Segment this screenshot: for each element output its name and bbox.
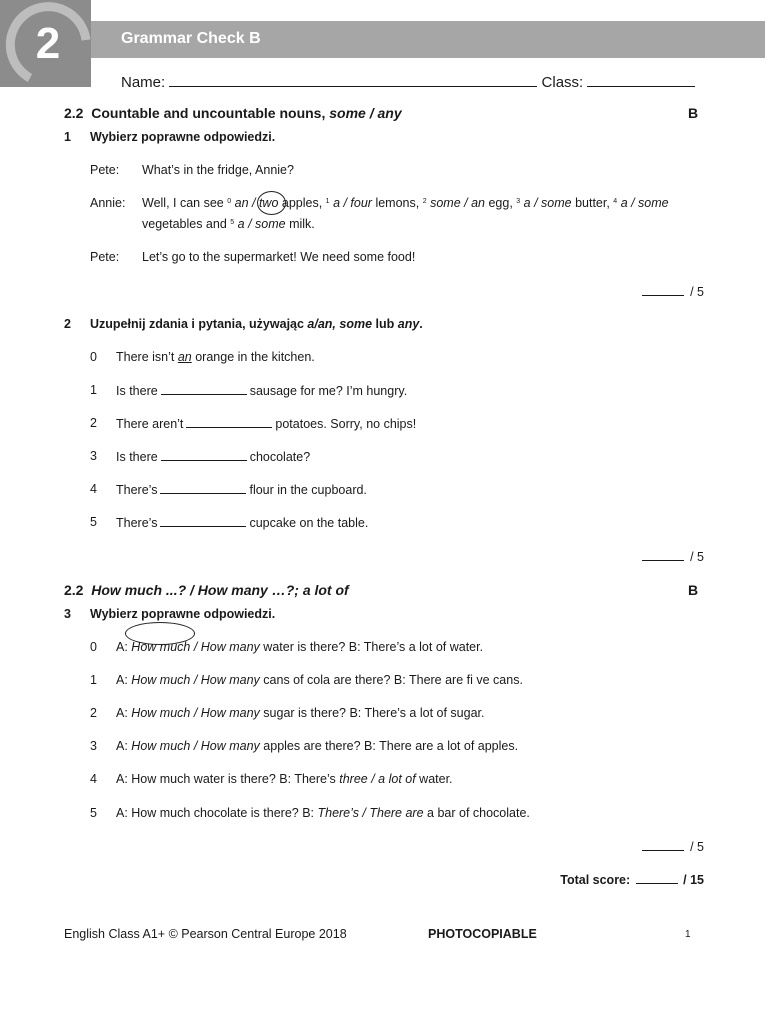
exercise-score: / 5	[600, 839, 704, 854]
item-number: 4	[90, 482, 97, 496]
choice-options[interactable]: How much / How many	[131, 673, 260, 687]
answer-blank[interactable]	[161, 383, 247, 395]
choice-options[interactable]: How much / How many	[131, 640, 260, 654]
gap-fill-item: There aren’t potatoes. Sorry, no chips!	[116, 417, 417, 431]
dialogue-line-continued: vegetables and $^5$ a / some milk.	[142, 217, 315, 231]
page-number: 1	[685, 929, 691, 940]
section-title-italic: some / any	[329, 105, 402, 121]
exercise-score: / 5	[600, 284, 704, 299]
gap-fill-item: Is there chocolate?	[116, 450, 311, 464]
dialogue-line: Well, I can see $^0$ an / two apples, $^1$ a / four lemons, $^2$ some / an egg, $^3$ a / some butter, $^4$ a / some	[142, 196, 669, 210]
item-number: 1	[90, 673, 97, 687]
exercise-number: 2	[64, 317, 71, 331]
gap-fill-item: There’s flour in the cupboard.	[116, 483, 367, 497]
score-field[interactable]	[642, 284, 684, 296]
choice-selected: two	[258, 196, 279, 210]
item-number: 5	[90, 806, 97, 820]
name-field[interactable]	[169, 73, 537, 87]
item-number: 4	[90, 772, 97, 786]
choice-item: A: How much / How many cans of cola are there? B: There are fi ve cans.	[116, 673, 523, 687]
section-heading-2	[64, 582, 349, 598]
item-number: 5	[90, 515, 97, 529]
dialogue-line: What’s in the fridge, Annie?	[142, 163, 294, 177]
choice-2[interactable]: some / an	[430, 196, 485, 210]
choice-item: A: How much water is there? B: There’s three / a lot of water.	[116, 772, 453, 786]
item-number: 2	[90, 706, 97, 720]
answer-blank[interactable]	[160, 515, 246, 527]
section-title-italic: How much ...? / How many …?; a lot of	[91, 582, 349, 598]
section-title: Countable and uncountable nouns,	[91, 105, 330, 121]
choice-5[interactable]: a / some	[237, 217, 286, 231]
answer-blank[interactable]	[160, 482, 246, 494]
title-banner	[91, 21, 765, 58]
answer-blank[interactable]	[161, 449, 247, 461]
choice-3[interactable]: a / some	[523, 196, 572, 210]
exercise-instruction: Uzupełnij zdania i pytania, używając a/an, some lub any.	[90, 317, 423, 331]
example-sentence: There isn’t an orange in the kitchen.	[116, 350, 315, 364]
choice-item: A: How much / How many apples are there? B: There are a lot of apples.	[116, 739, 519, 753]
choice-item: A: How much / How many water is there? B: There’s a lot of water.	[116, 640, 484, 654]
choice-options[interactable]: There’s / There are	[317, 806, 424, 820]
total-score-field[interactable]	[636, 872, 678, 884]
exercise-instruction: Wybierz poprawne odpowiedzi.	[90, 607, 276, 621]
choice-4[interactable]: a / some	[620, 196, 669, 210]
section-number: 2.2	[64, 582, 84, 598]
dialogue-speaker: Pete:	[90, 250, 120, 264]
answer-circle-mark	[257, 191, 286, 215]
gap-fill-item: There’s cupcake on the table.	[116, 516, 369, 530]
section-version: B	[688, 105, 699, 121]
choice-options[interactable]: three / a lot of	[339, 772, 416, 786]
item-number: 3	[90, 739, 97, 753]
item-number: 3	[90, 449, 97, 463]
section-heading-1	[64, 105, 402, 121]
choice-1[interactable]: a / four	[333, 196, 372, 210]
dialogue-speaker: Pete:	[90, 163, 120, 177]
total-score: Total score: / 15	[560, 873, 704, 887]
item-number: 0	[90, 640, 97, 654]
item-number: 2	[90, 416, 97, 430]
class-field[interactable]	[587, 73, 695, 87]
exercise-number: 3	[64, 607, 71, 621]
example-answer: an	[177, 350, 192, 364]
footer-photocopiable: PHOTOCOPIABLE	[428, 927, 537, 941]
exercise-score: / 5	[600, 549, 704, 564]
example-number: 0	[90, 350, 97, 364]
gap-fill-item: Is there sausage for me? I’m hungry.	[116, 384, 408, 398]
score-field[interactable]	[642, 839, 684, 851]
choice-0[interactable]: an / two	[234, 196, 279, 210]
name-label: Name:	[121, 74, 166, 91]
exercise-instruction: Wybierz poprawne odpowiedzi.	[90, 130, 276, 144]
item-number: 1	[90, 383, 97, 397]
answer-blank[interactable]	[186, 416, 272, 428]
section-version: B	[688, 582, 699, 598]
name-class-line	[121, 73, 695, 91]
choice-item: A: How much / How many sugar is there? B: There’s a lot of sugar.	[116, 706, 485, 720]
choice-item: A: How much chocolate is there? B: There’s / There are a bar of chocolate.	[116, 806, 530, 820]
footer-copyright: English Class A1+ © Pearson Central Europe 2018	[64, 927, 347, 941]
dialogue-speaker: Annie:	[90, 196, 126, 210]
unit-number: 2	[35, 19, 61, 68]
class-label: Class:	[541, 74, 584, 91]
dialogue-line: Let’s go to the supermarket! We need some food!	[142, 250, 416, 264]
choice-options[interactable]: How much / How many	[131, 706, 260, 720]
section-number: 2.2	[64, 105, 84, 121]
page-title: Grammar Check B	[121, 30, 261, 47]
exercise-number: 1	[64, 130, 71, 144]
choice-options[interactable]: How much / How many	[131, 739, 260, 753]
score-field[interactable]	[642, 549, 684, 561]
unit-badge	[0, 0, 91, 87]
